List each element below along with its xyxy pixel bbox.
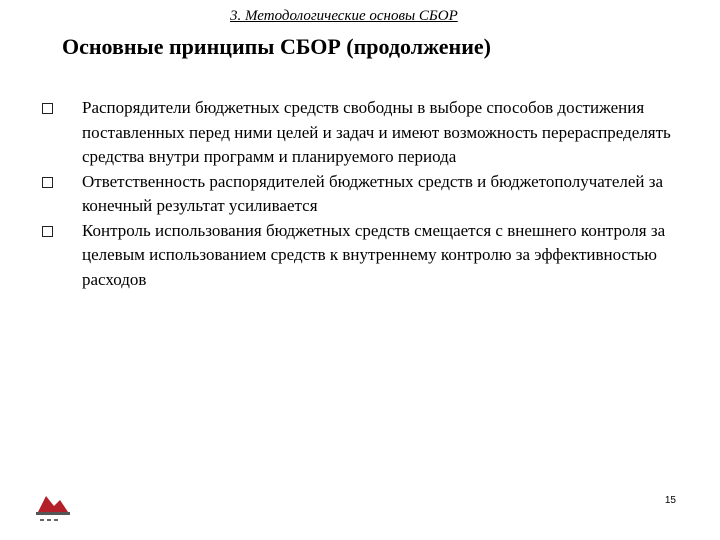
slide-title: Основные принципы СБОР (продолжение) [62,34,491,59]
bullet-item [34,170,684,219]
bullet-box-icon [42,177,53,188]
bullet-list [34,96,684,292]
logo-icon [34,490,74,526]
bullet-box-icon [42,226,53,237]
section-header: 3. Методологические основы СБОР [230,8,458,24]
bullet-item [34,96,684,170]
bullet-text: Ответственность распорядителей бюджетных средств и бюджетополучателей за конечный результат усиливается [82,171,664,215]
bullet-text: Контроль использования бюджетных средств смещается с внешнего контроля за целевым использованием средств к внутреннему контролю за эффективностью расходов [82,220,666,289]
bullet-box-icon [42,103,53,114]
bullet-item [34,219,684,293]
bullet-text: Распорядители бюджетных средств свободны в выборе способов достижения поставленных перед ними целей и задач и имеют возможность перераспределять средства внутри программ и планируемого периода [82,98,671,166]
page-number: 15 [664,495,676,506]
